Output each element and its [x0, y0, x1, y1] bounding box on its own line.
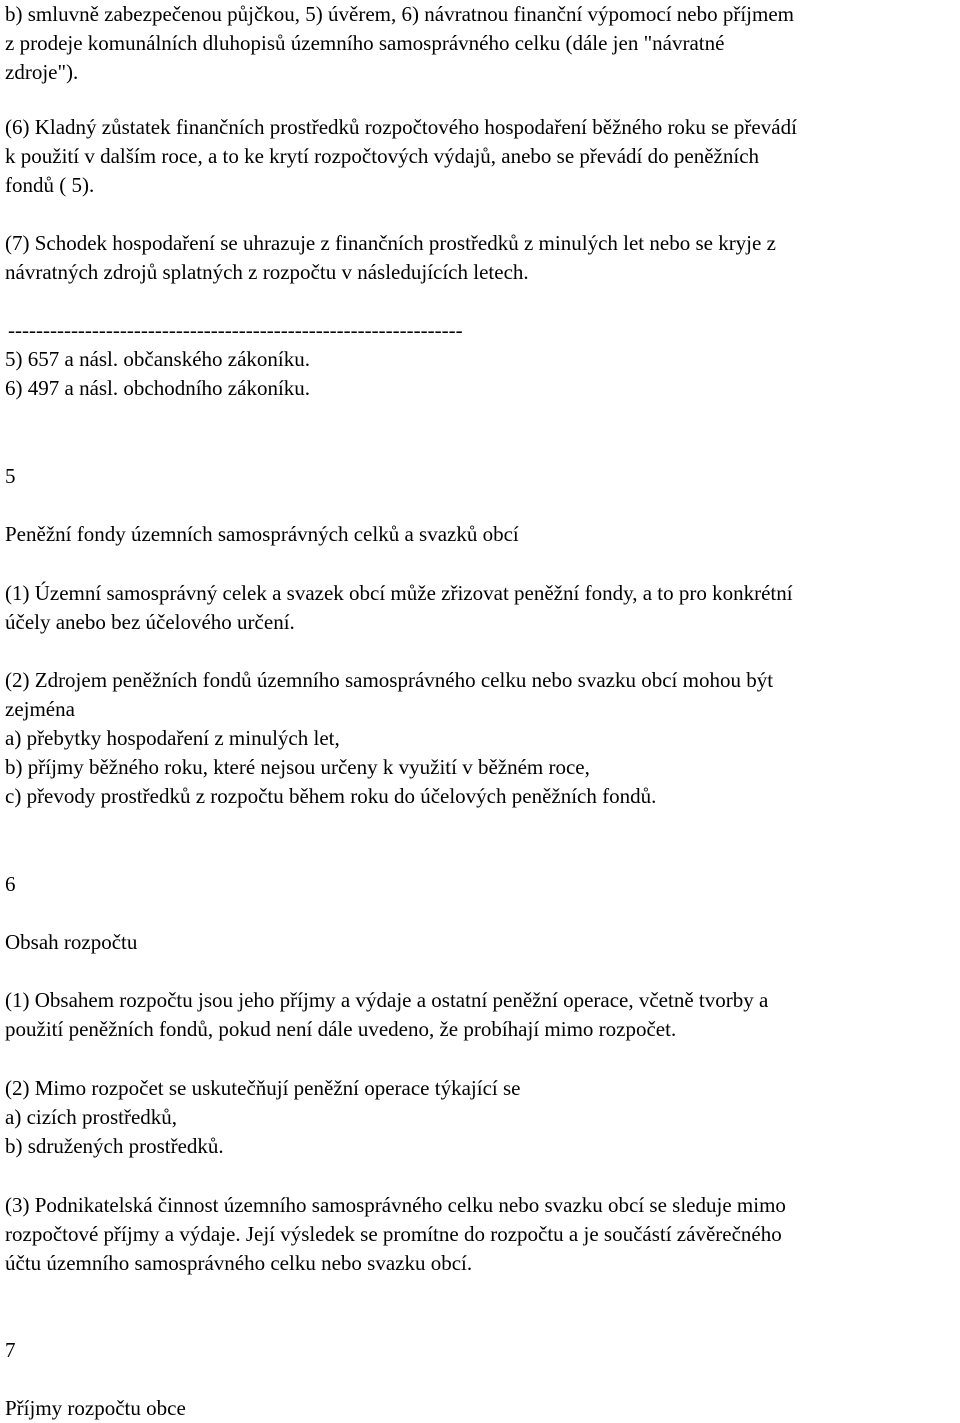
text-line: zdroje").: [5, 60, 79, 84]
text-line: z prodeje komunálních dluhopisů územního samosprávného celku (dále jen "návratné: [5, 31, 725, 55]
text-line: b) smluvně zabezpečenou půjčkou, 5) úvěrem, 6) návratnou finanční výpomocí nebo příjmem: [5, 2, 794, 26]
section-5-title: Peněžní fondy územních samosprávných celků a svazků obcí: [5, 522, 519, 546]
section-5-paragraph-1: [5, 579, 957, 637]
text-line: návratných zdrojů splatných z rozpočtu v následujících letech.: [5, 260, 529, 284]
list-item: b) příjmy běžného roku, které nejsou určeny k využití v běžném roce,: [5, 755, 590, 779]
footnotes: [5, 316, 957, 403]
section-6-title: Obsah rozpočtu: [5, 930, 138, 954]
section-5-paragraph-2: [5, 666, 957, 811]
footnote-item: 6) 497 a násl. obchodního zákoníku.: [5, 376, 311, 400]
section-6-paragraph-1: [5, 986, 957, 1044]
text-line: (2) Mimo rozpočet se uskutečňují peněžní operace týkající se: [5, 1076, 521, 1100]
list-item: c) převody prostředků z rozpočtu během roku do účelových peněžních fondů.: [5, 784, 657, 808]
text-line: účely anebo bez účelového určení.: [5, 610, 295, 634]
text-line: použití peněžních fondů, pokud není dále uvedeno, že probíhají mimo rozpočet.: [5, 1017, 677, 1041]
intro-paragraph: [5, 0, 957, 87]
section-7-title: Příjmy rozpočtu obce: [5, 1396, 186, 1420]
text-line: k použití v dalším roce, a to ke krytí rozpočtových výdajů, anebo se převádí do peněžních: [5, 144, 760, 168]
section-6-paragraph-2: [5, 1074, 957, 1161]
list-item: a) přebytky hospodaření z minulých let,: [5, 726, 340, 750]
text-line: fondů ( 5).: [5, 173, 95, 197]
text-line: (2) Zdrojem peněžních fondů územního samosprávného celku nebo svazku obcí mohou být: [5, 668, 774, 692]
text-line: (3) Podnikatelská činnost územního samosprávného celku nebo svazku obcí se sleduje mimo: [5, 1193, 786, 1217]
text-line: účtu územního samosprávného celku nebo svazku obcí.: [5, 1251, 473, 1275]
footnote-item: 5) 657 a násl. občanského zákoníku.: [5, 347, 311, 371]
section-6-paragraph-3: [5, 1191, 957, 1278]
list-item: b) sdružených prostředků.: [5, 1134, 224, 1158]
text-line: zejména: [5, 697, 75, 721]
text-line: (6) Kladný zůstatek finančních prostředků rozpočtového hospodaření běžného roku se převádí: [5, 115, 797, 139]
paragraph-6: [5, 113, 957, 200]
section-6-number: 6: [5, 872, 16, 896]
text-line: rozpočtové příjmy a výdaje. Její výsledek se promítne do rozpočtu a je součástí závěrečného: [5, 1222, 782, 1246]
footnote-separator: -----------------------------------------------------------------: [8, 318, 463, 342]
list-item: a) cizích prostředků,: [5, 1105, 178, 1129]
text-line: (1) Obsahem rozpočtu jsou jeho příjmy a výdaje a ostatní peněžní operace, včetně tvorby a: [5, 988, 769, 1012]
text-line: (7) Schodek hospodaření se uhrazuje z finančních prostředků z minulých let nebo se kryje z: [5, 231, 776, 255]
paragraph-7: [5, 229, 957, 287]
text-line: (1) Územní samosprávný celek a svazek obcí může zřizovat peněžní fondy, a to pro konkrétní: [5, 581, 793, 605]
section-7-number: 7: [5, 1338, 16, 1362]
section-5-number: 5: [5, 464, 16, 488]
